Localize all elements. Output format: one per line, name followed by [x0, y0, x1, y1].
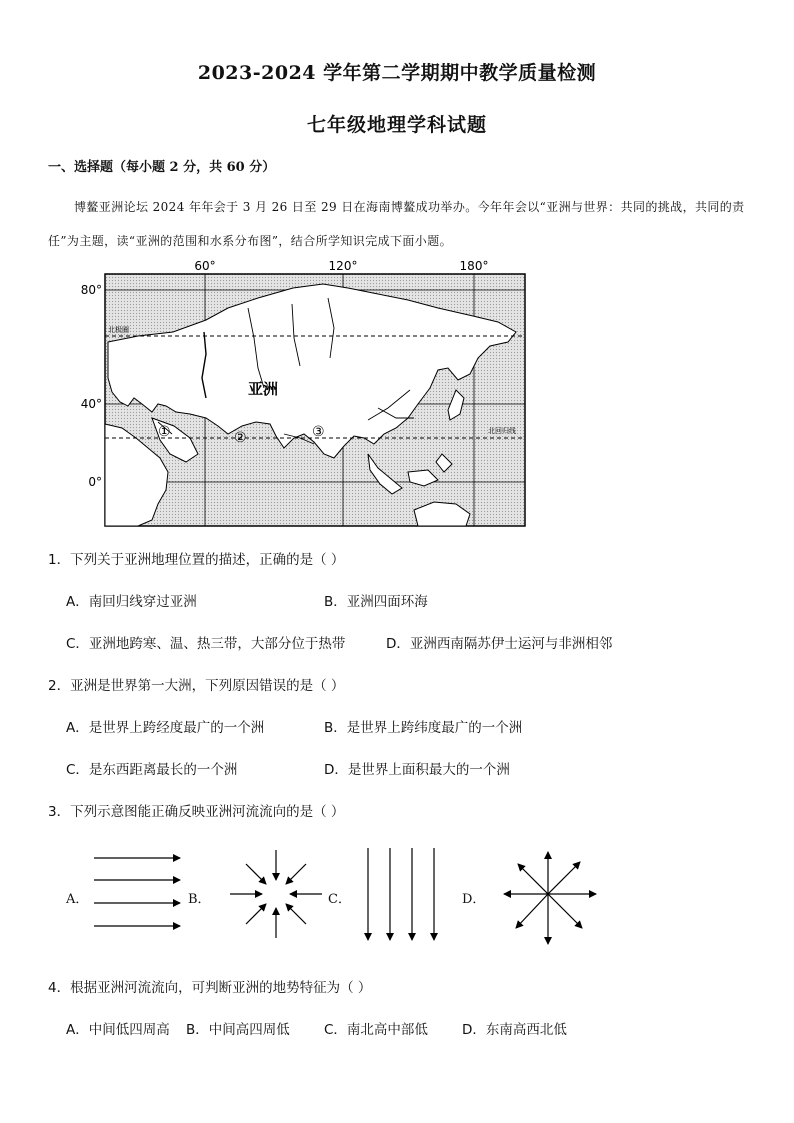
q2-option-c[interactable]: C．是东西距离最长的一个洲 — [66, 762, 238, 778]
q4-option-c[interactable]: C．南北高中部低 — [324, 1022, 428, 1038]
question-3-stem: 3．下列示意图能正确反映亚洲河流流向的是（ ） — [48, 804, 345, 820]
q2-option-b[interactable]: B．是世界上跨纬度最广的一个洲 — [324, 720, 523, 736]
section-heading: 一、选择题（每小题 2 分，共 60 分） — [48, 160, 276, 175]
q3-option-c[interactable]: C． — [328, 892, 351, 907]
lon-label-60: 60° — [194, 259, 216, 273]
q1-option-a[interactable]: A．南回归线穿过亚洲 — [66, 594, 197, 610]
diagram-d-radiating-arrows — [504, 852, 596, 944]
q3-option-b[interactable]: B． — [188, 892, 211, 907]
question-4-stem: 4．根据亚洲河流流向，可判断亚洲的地势特征为（ ） — [48, 980, 372, 996]
q2-option-a[interactable]: A．是世界上跨经度最广的一个洲 — [66, 720, 265, 736]
lat-label-0: 0° — [88, 475, 102, 489]
question-2-stem: 2．亚洲是世界第一大洲，下列原因错误的是（ ） — [48, 678, 345, 694]
q3-option-d[interactable]: D． — [462, 892, 486, 907]
q1-option-b[interactable]: B．亚洲四面环海 — [324, 594, 428, 610]
tropic-cancer-label: 北回归线 — [488, 427, 516, 435]
q3-option-a[interactable]: A． — [66, 892, 89, 907]
diagram-a-parallel-arrows — [94, 858, 180, 926]
intro-paragraph: 博鳌亚洲论坛 2024 年年会于 3 月 26 日至 29 日在海南博鳌成功举办。今年年会以“亚洲与世界：共同的挑战，共同的责任”为主题，读“亚洲的范围和水系分布图”，结合所学知识完成下面小题。 — [48, 200, 745, 248]
lon-label-120: 120° — [328, 259, 358, 273]
asia-label: 亚洲 — [248, 380, 279, 398]
marker-2: ② — [234, 430, 247, 446]
asia-map — [78, 258, 528, 530]
q4-option-a[interactable]: A．中间低四周高 — [66, 1022, 170, 1038]
exam-subtitle: 七年级地理学科试题 — [306, 114, 487, 136]
marker-1: ① — [158, 424, 171, 440]
q4-option-d[interactable]: D．东南高西北低 — [462, 1022, 567, 1038]
q3-diagrams — [0, 840, 794, 950]
q1-option-c[interactable]: C．亚洲地跨寒、温、热三带，大部分位于热带 — [66, 636, 346, 652]
lat-label-80: 80° — [80, 283, 102, 297]
question-1-stem: 1．下列关于亚洲地理位置的描述，正确的是（ ） — [48, 552, 345, 568]
lon-label-180: 180° — [459, 259, 489, 273]
exam-title: 2023-2024 学年第二学期期中教学质量检测 — [197, 62, 597, 84]
arctic-circle-label: 北极圈 — [108, 326, 129, 334]
lat-label-40: 40° — [80, 397, 102, 411]
q1-option-d[interactable]: D．亚洲西南隔苏伊士运河与非洲相邻 — [386, 636, 613, 652]
q4-option-b[interactable]: B．中间高四周低 — [186, 1022, 290, 1038]
q2-option-d[interactable]: D．是世界上面积最大的一个洲 — [324, 762, 510, 778]
marker-3: ③ — [312, 424, 325, 440]
diagram-c-downward-arrows — [368, 848, 434, 940]
diagram-b-converging-arrows — [230, 850, 322, 938]
